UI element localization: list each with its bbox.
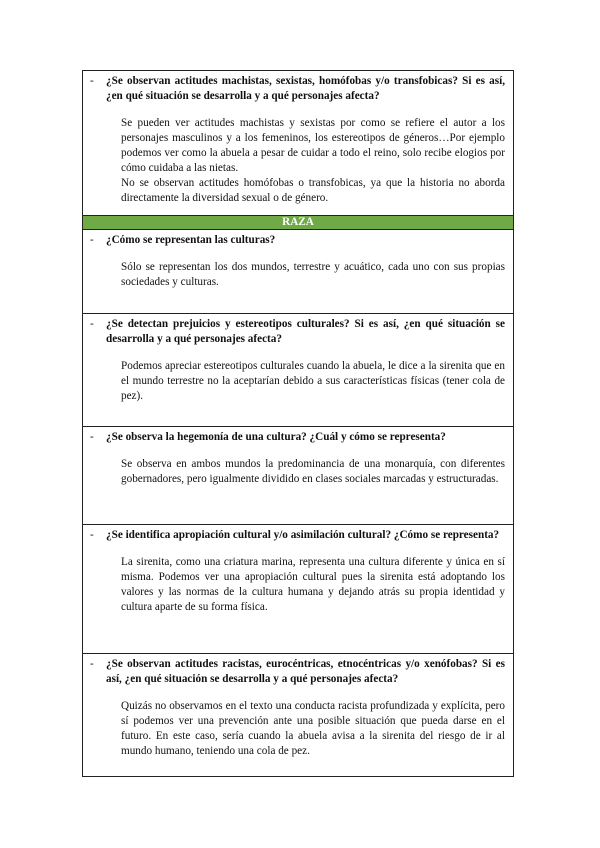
- answer-paragraph: La sirenita, como una criatura marina, representa una cultura diferente y única en sí misma. Podemos ver una apropiación cultural pues la sirenita está adoptando los valores y las normas de la cultura humana y dejando atrás su propia identidad y cultura aparte de su forma física.: [121, 556, 505, 613]
- answer: [121, 116, 505, 206]
- table-row: [83, 525, 513, 654]
- table-row: [83, 427, 513, 525]
- answer: [121, 359, 505, 404]
- bullet-dash: -: [90, 234, 94, 246]
- question: - ¿Se observa la hegemonía de una cultura? ¿Cuál y cómo se representa?: [90, 431, 446, 443]
- answer-paragraph: Se pueden ver actitudes machistas y sexistas por como se refiere el autor a los personajes masculinos y a los femeninos, los estereotipos de géneros…Por ejemplo podemos ver como la abuela a pesar de cuidar a todo el reino, solo recibe elogios por cómo cuidaba a las nietas.: [121, 117, 505, 174]
- question: - ¿Se observan actitudes racistas, eurocéntricas, etnocéntricas y/o xenófobas? Si es así, ¿en qué situación se desarrolla y a qué personajes afecta?: [90, 658, 505, 685]
- bullet-dash: -: [90, 431, 94, 443]
- table-row: [83, 654, 513, 777]
- bullet-dash: -: [90, 658, 94, 670]
- bullet-dash: -: [90, 75, 94, 87]
- question: - ¿Se detectan prejuicios y estereotipos culturales? Si es así, ¿en qué situación se desarrolla y a qué personajes afecta?: [90, 318, 505, 345]
- table-row: [83, 71, 513, 216]
- bullet-dash: -: [90, 529, 94, 541]
- bullet-dash: -: [90, 318, 94, 330]
- answer-paragraph: No se observan actitudes homófobas o transfobicas, ya que la historia no aborda directamente la diversidad sexual o de género.: [121, 177, 505, 204]
- table-row: [83, 230, 513, 314]
- answer-paragraph: Sólo se representan los dos mundos, terrestre y acuático, cada uno con sus propias sociedades y culturas.: [121, 261, 505, 288]
- question: - ¿Se identifica apropiación cultural y/o asimilación cultural? ¿Cómo se representa?: [90, 529, 500, 541]
- section-header-raza: RAZA: [83, 216, 513, 230]
- question: - ¿Cómo se representan las culturas?: [90, 234, 276, 246]
- question: - ¿Se observan actitudes machistas, sexistas, homófobas y/o transfobicas? Si es así, ¿en qué situación se desarrolla y a qué personajes afecta?: [90, 75, 505, 102]
- answer-paragraph: Se observa en ambos mundos la predominancia de una monarquía, con diferentes gobernadores, pero igualmente dividido en clases sociales marcadas y estructuradas.: [121, 458, 505, 485]
- answer: [121, 555, 505, 615]
- questionnaire-table: [82, 70, 514, 777]
- answer-paragraph: Quizás no observamos en el texto una conducta racista profundizada y explícita, pero sí podemos ver una prevención ante una posible situación que pueda darse en el futuro. En este caso, sería cuando la abuela avisa a la sirenita del riesgo de ir al mundo humano, teniendo una cola de pez.: [121, 700, 505, 757]
- answer: [121, 457, 505, 487]
- answer: [121, 260, 505, 290]
- table-row: [83, 314, 513, 427]
- answer: [121, 699, 505, 759]
- answer-paragraph: Podemos apreciar estereotipos culturales cuando la abuela, le dice a la sirenita que en el mundo terrestre no la aceptarían debido a sus características físicas (tener cola de pez).: [121, 360, 505, 402]
